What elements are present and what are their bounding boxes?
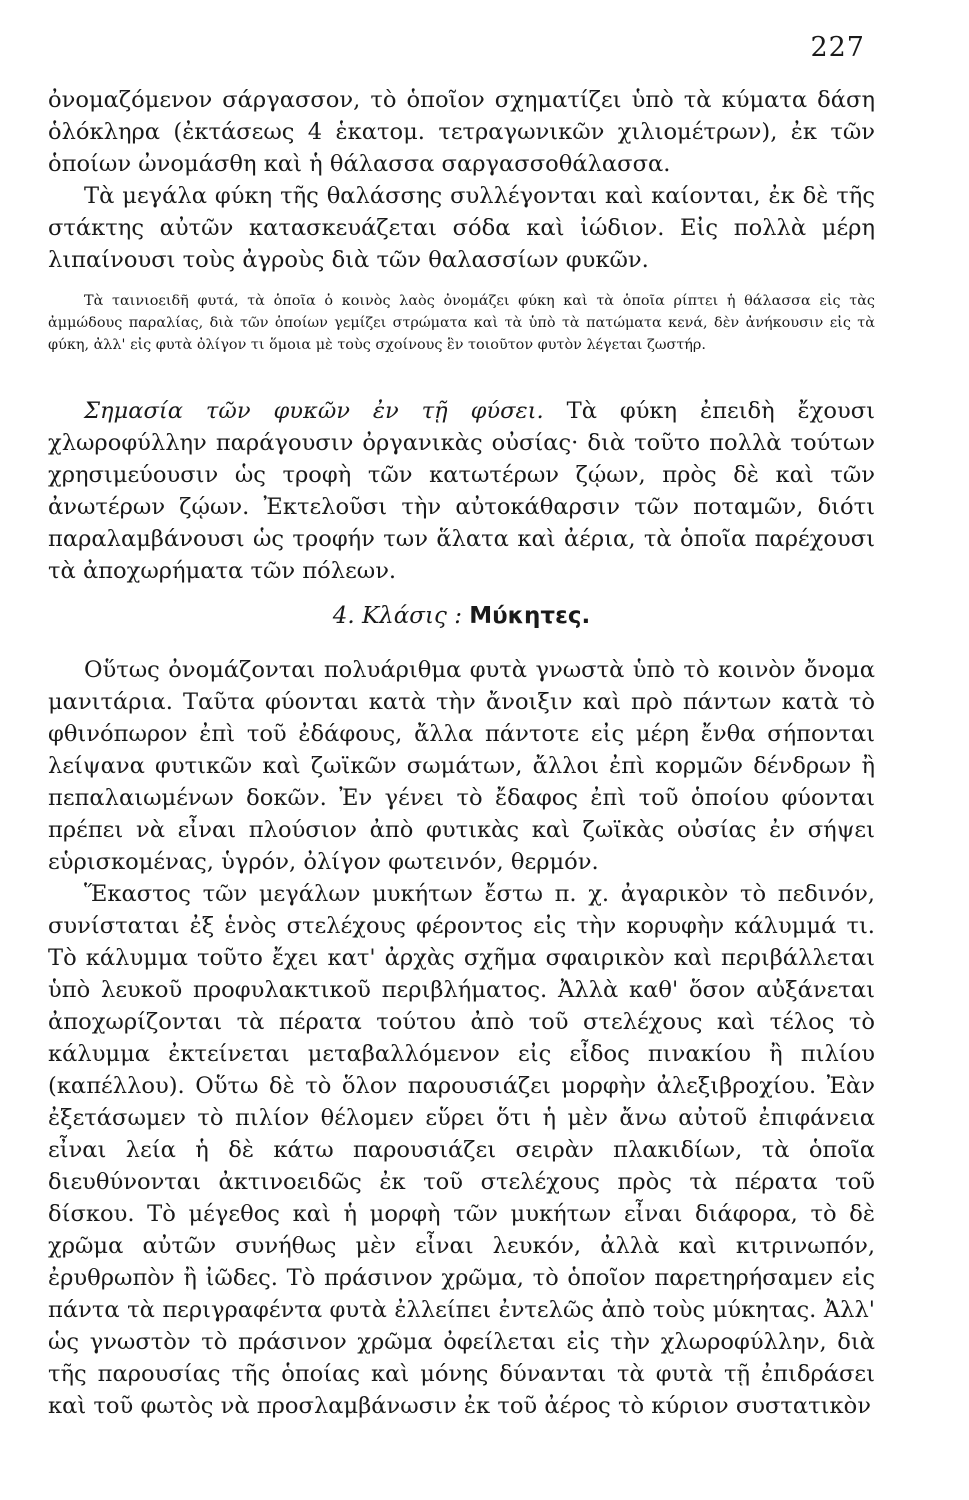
paragraph-seaweed-uses: Τὰ μεγάλα φύκη τῆς θαλάσσης συλλέγονται καὶ καίονται, ἐκ δὲ τῆς στάκτης αὐτῶν κατασκευάζεται σόδα καὶ ἰώδιον. Εἰς πολλὰ μέρη λιπαίνουσι τοὺς ἀγροὺς διὰ τῶν θαλασσίων φυκῶν. bbox=[48, 183, 875, 273]
paragraph-sargasso: ὀνομαζόμενον σάργασσον, τὸ ὁποῖον σχηματίζει ὑπὸ τὰ κύματα δάση ὁλόκληρα (ἐκτάσεως 4 ἑκατομ. τετραγωνικῶν χιλιομέτρων), ἐκ τῶν ὁποίων ὠνομάσθη καὶ ἡ θάλασσα σαργασσοθάλασσα. bbox=[48, 87, 875, 177]
footnote-zostera: Τὰ ταινιοειδῆ φυτά, τὰ ὁποῖα ὁ κοινὸς λαὸς ὀνομάζει φύκη καὶ τὰ ὁποῖα ρίπτει ἡ θάλασσα εἰς τὰς ἀμμώδους παραλίας, διὰ τῶν ὁποίων γεμίζει στρώματα καὶ τὰ ὑπὸ τὰ πατώματα κενά, δὲν ἀνήκουσιν εἰς τὰ φύκη, ἀλλ' εἰς φυτὰ ὀλίγον τι ὅμοια μὲ τοὺς σχοίνους ἓν τοιοῦτον φυτὸν λέγεται ζωστήρ. bbox=[48, 293, 875, 353]
bottom-text-block bbox=[48, 654, 875, 1422]
section-heading bbox=[48, 600, 875, 632]
importance-lead: Σημασία τῶν φυκῶν ἐν τῇ φύσει. bbox=[84, 398, 544, 424]
importance-text bbox=[48, 395, 875, 587]
paragraph-fungi-structure: Ἕκαστος τῶν μεγάλων μυκήτων ἔστω π. χ. ἀγαρικὸν τὸ πεδινόν, συνίσταται ἐξ ἑνὸς στελέχους φέροντος εἰς τὴν κορυφὴν κάλυμμά τι. Τὸ κάλυμμα τοῦτο ἔχει κατ' ἀρχὰς σχῆμα σφαιρικὸν καὶ περιβάλλεται ὑπὸ λευκοῦ προφυλακτικοῦ περιβλήματος. Ἀλλὰ καθ' ὅσον αὐξάνεται ἀποχωρίζονται τὰ πέρατα τούτου ἀπὸ τοῦ στελέχους καὶ τέλος τὸ κάλυμμα ἐκτείνεται μεταβαλλόμενον εἰς εἶδος πινακίου ἢ πιλίου (καπέλλου). Οὕτω δὲ τὸ ὅλον παρουσιάζει μορφὴν ἀλεξιβροχίου. Ἐὰν ἐξετάσωμεν τὸ πιλίον θέλομεν εὕρει ὅτι ἡ μὲν ἄνω αὐτοῦ ἐπιφάνεια εἶναι λεία ἡ δὲ κάτω παρουσιάζει σειρὰν πλακιδίων, τὰ ὁποῖα διευθύνονται ἀκτινοειδῶς ἐκ τοῦ στελέχους πρὸς τὰ πέρατα τοῦ δίσκου. Τὸ μέγεθος καὶ ἡ μορφὴ τῶν μυκήτων εἶναι διάφορα, τὸ δὲ χρῶμα αὐτῶν συνήθως μὲν εἶναι λευκόν, ἀλλὰ καὶ κιτρινωπόν, ἐρυθρωπὸν ἢ ἰῶδες. Τὸ πράσινον χρῶμα, τὸ ὁποῖον παρετηρήσαμεν εἰς πάντα τὰ περιγραφέντα φυτὰ ἐλλείπει ἐντελῶς ἀπὸ τοὺς μύκητας. Ἀλλ' ὡς γνωστὸν τὸ πράσινον χρῶμα ὀφείλεται εἰς τὴν χλωροφύλλην, διὰ τῆς παρουσίας τῆς ὁποίας καὶ μόνης δύνανται τὰ φυτὰ τῇ ἐπιδράσει καὶ τοῦ φωτὸς νὰ προσλαμβάνωσιν ἐκ τοῦ ἀέρος τὸ κύριον συστατικὸν bbox=[48, 881, 875, 1419]
top-text-block bbox=[48, 84, 875, 276]
section-number-label: 4. Κλάσις : bbox=[332, 603, 462, 629]
importance-body: Τὰ φύκη ἐπειδὴ ἔχουσι χλωροφύλλην παράγουσιν ὀργανικὰς οὐσίας· διὰ τοῦτο πολλὰ τούτων χρησιμεύουσιν ὡς τροφὴ τῶν κατωτέρων ζῴων, πρὸς δὲ καὶ τῶν ἀνωτέρων ζῴων. Ἐκτελοῦσι τὴν αὐτοκάθαρσιν τῶν ποταμῶν, διότι παραλαμβάνουσι ὡς τροφήν των ἅλατα καὶ ἀέρια, τὰ ὁποῖα παρέχουσι τὰ ἀποχωρήματα τῶν πόλεων. bbox=[48, 398, 875, 584]
paragraph-fungi-intro: Οὕτως ὀνομάζονται πολυάριθμα φυτὰ γνωστὰ ὑπὸ τὸ κοινὸν ὄνομα μανιτάρια. Ταῦτα φύονται κατὰ τὴν ἄνοιξιν καὶ πρὸ πάντων κατὰ τὸ φθινόπωρον ἐπὶ τοῦ ἐδάφους, ἄλλα πάντοτε εἰς μέρη ἔνθα σήπονται λείψανα φυτικῶν καὶ ζωϊκῶν σωμάτων, ἄλλοι ἐπὶ κορμῶν δένδρων ἢ πεπαλαιωμένων δοκῶν. Ἐν γένει τὸ ἔδαφος ἐπὶ τοῦ ὁποίου φύονται πρέπει νὰ εἶναι πλούσιον ἀπὸ φυτικὰς καὶ ζωϊκὰς οὐσίας ἐν σήψει εὑρισκομένας, ὑγρόν, ὀλίγον φωτεινόν, θερμόν. bbox=[48, 657, 875, 875]
importance-paragraph bbox=[48, 395, 875, 587]
section-title: Μύκητες. bbox=[469, 603, 591, 629]
page-number: 227 bbox=[810, 32, 865, 63]
